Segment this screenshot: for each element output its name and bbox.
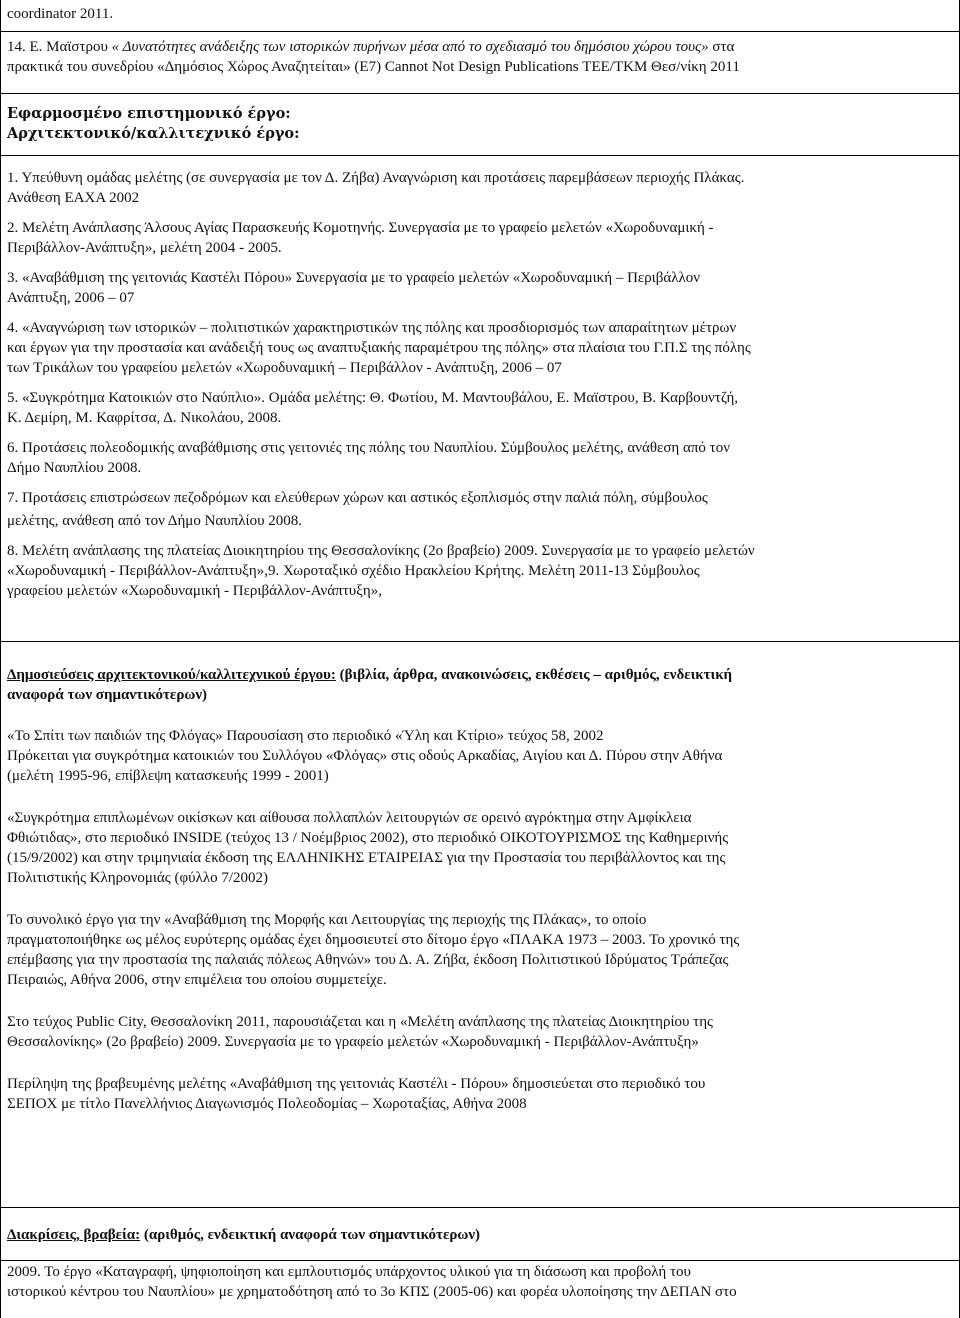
item-14-line-1: 14. Ε. Μαϊστρου « Δυνατότητες ανάδειξης των ιστορικών πυρήνων μέσα από το σχεδιασμό του δημόσιου χώρου τους» στα (7, 39, 735, 55)
row-publications (0, 641, 960, 1207)
pub-2-line-4: Πολιτιστικής Κληρονομιάς (φύλλο 7/2002) (7, 870, 269, 886)
row-applied-heading (0, 93, 960, 155)
work-5-line-1: 5. «Συγκρότημα Κατοικιών στο Ναύπλιο». Ομάδα μελέτης: Θ. Φωτίου, Μ. Μαντουβάλου, Ε. Μαϊστρου, Β. Καρβουντζή, (7, 390, 739, 406)
work-1-line-1: 1. Υπεύθυνη ομάδας μελέτης (σε συνεργασία με τον Δ. Ζήβα) Αναγνώριση και προτάσεις παρεμβάσεων περιοχής Πλάκας. (7, 170, 745, 186)
row-awards-content (0, 1260, 960, 1318)
work-4-line-2: και έργων για την προστασία και ανάδειξή τους ως αναπτυξιακής παραμέτρου της πόλης» στα πλαίσια του Γ.Π.Σ της πόλης (7, 340, 751, 356)
pub-4-line-2: Θεσσαλονίκης» (2ο βραβείο) 2009. Συνεργασία με το γραφείο μελετών «Χωροδυναμική - Περιβάλλον-Ανάπτυξη» (7, 1034, 699, 1050)
pub-5-line-2: ΣΕΠΟΧ με τίτλο Πανελλήνιος Διαγωνισμός Πολεοδομίας – Χωροταξίας, Αθήνα 2008 (7, 1096, 527, 1112)
work-7-line-1: 7. Προτάσεις επιστρώσεων πεζοδρόμων και ελεύθερων χώρων και αστικός εξοπλισμός στην παλιά πόλη, σύμβουλος (7, 490, 708, 506)
pub-3-line-1: Το συνολικό έργο για την «Αναβάθμιση της Μορφής και Λειτουργίας της περιοχής της Πλάκας», το οποίο (7, 912, 647, 928)
pub-5-line-1: Περίληψη της βραβευμένης μελέτης «Αναβάθμιση της γειτονιάς Καστέλι - Πόρου» δημοσιεύεται στο περιοδικό του (7, 1076, 706, 1092)
pub-4-line-1: Στο τεύχος Public City, Θεσσαλονίκη 2011, παρουσιάζεται και η «Μελέτη ανάπλασης της πλατείας Διοικητηρίου της (7, 1014, 713, 1030)
work-3-line-1: 3. «Αναβάθμιση της γειτονιάς Καστέλι Πόρου» Συνεργασία με το γραφείο μελετών «Χωροδυναμική – Περιβάλλον (7, 270, 701, 286)
work-4-line-1: 4. «Αναγνώριση των ιστορικών – πολιτιστικών χαρακτηριστικών της πόλης και προσδιορισμός των απαραίτητων μέτρων (7, 320, 737, 336)
pub-1-line-1: «Το Σπίτι των παιδιών της Φλόγας» Παρουσίαση στο περιοδικό «Ύλη και Κτίριο» τεύχος 58, 2002 (7, 728, 604, 744)
row-item-14 (0, 31, 960, 93)
applied-heading: Εφαρμοσμένο επιστημονικό έργο: (7, 105, 291, 122)
row-awards-heading (0, 1207, 960, 1260)
pub-3-line-4: Πειραιώς, Αθήνα 2006, στην επιμέλεια του οποίου συμμετείχε. (7, 972, 387, 988)
item-14-line-2: πρακτικά του συνεδρίου «Δημόσιος Χώρος Αναζητείται» (Ε7) Cannot Not Design Publications ΤΕΕ/ΤΚΜ Θεσ/νίκη 2011 (7, 59, 740, 75)
work-8-line-1: 8. Μελέτη ανάπλασης της πλατείας Διοικητηρίου της Θεσσαλονίκης (2ο βραβείο) 2009. Συνεργασία με το γραφείο μελετών (7, 543, 755, 559)
publications-heading-line-2: αναφορά των σημαντικότερων) (7, 687, 208, 703)
pub-2-line-1: «Συγκρότημα επιπλωμένων οικίσκων και αίθουσα πολλαπλών λειτουργιών σε ορεινό αγρόκτημα στην Αμφίκλεια (7, 810, 692, 826)
publications-heading-line-1: Δημοσιεύσεις αρχιτεκτονικού/καλλιτεχνικού έργου: (βιβλία, άρθρα, ανακοινώσεις, εκθέσεις – αριθμός, ενδεικτική (7, 667, 733, 683)
pub-3-line-3: επέμβασης για την προστασία της παλαιάς πόλεως Αθηνών» του Δ. Α. Ζήβα, έκδοση Πολιτιστικού Ιδρύματος Τράπεζας (7, 952, 729, 968)
work-4-line-3: των Τρικάλων του γραφείου μελετών «Χωροδυναμική – Περιβάλλον - Ανάπτυξη, 2006 – 07 (7, 360, 562, 376)
work-7-line-2: μελέτης, ανάθεση από τον Δήμο Ναυπλίου 2008. (7, 513, 303, 529)
pub-2-line-2: Φθιώτιδας», στο περιοδικό INSIDE (τεύχος 13 / Νοέμβριος 2002), στο περιοδικό ΟΙΚΟΤΟΥΡΙΣΜΟΣ της Καθημερινής (7, 830, 729, 846)
work-8-line-3: γραφείου μελετών «Χωροδυναμική - Περιβάλλον-Ανάπτυξη», (7, 583, 382, 599)
pub-1-line-2: Πρόκειται για συγκρότημα κατοικιών του Συλλόγου «Φλόγας» στις οδούς Αρκαδίας, Αιγίου και Δ. Πύρου στην Αθήνα (7, 748, 723, 764)
pub-1-line-3: (μελέτη 1995-96, επίβλεψη κατασκευής 1999 - 2001) (7, 768, 329, 784)
row-works-list (0, 155, 960, 641)
award-line-2: ιστορικού κέντρου του Ναυπλίου» με χρηματοδότηση από το 3ο ΚΠΣ (2005-06) και φορέα υλοποίησης την ΔΕΠΑΝ στο (7, 1284, 737, 1300)
work-5-line-2: Κ. Δεμίρη, Μ. Καφρίτσα, Δ. Νικολάου, 2008. (7, 410, 282, 426)
awards-heading: Διακρίσεις, βραβεία: (αριθμός, ενδεικτική αναφορά των σημαντικότερων) (7, 1227, 481, 1243)
architectural-heading: Αρχιτεκτονικό/καλλιτεχνικό έργο: (7, 125, 300, 142)
work-2-line-2: Περιβάλλον-Ανάπτυξη», μελέτη 2004 - 2005. (7, 240, 282, 256)
work-6-line-2: Δήμο Ναυπλίου 2008. (7, 460, 142, 476)
award-line-1: 2009. Το έργο «Καταγραφή, ψηφιοποίηση και εμπλουτισμός υπάρχοντος υλικού για τη διάσωση και προβολή του (7, 1264, 691, 1280)
work-2-line-1: 2. Μελέτη Ανάπλασης Άλσους Αγίας Παρασκευής Κομοτηνής. Συνεργασία με το γραφείο μελετών «Χωροδυναμική - (7, 220, 714, 236)
pub-3-line-2: πραγματοποιήθηκε ως μέλος ευρύτερης ομάδας έχει δημοσιευτεί στο δίτομο έργο «ΠΛΑΚΑ 1973 – 2003. Το χρονικό της (7, 932, 740, 948)
work-1-line-2: Ανάθεση ΕΑΧΑ 2002 (7, 190, 140, 206)
row-coordinator (0, 0, 960, 31)
work-8-line-2: «Χωροδυναμική - Περιβάλλον-Ανάπτυξη»,9. Χωροταξικό σχέδιο Ηρακλείου Κρήτης. Μελέτη 2011-13 Σύμβουλος (7, 563, 700, 579)
coordinator-text: coordinator 2011. (7, 6, 114, 22)
pub-2-line-3: (15/9/2002) και στην τριμηνιαία έκδοση της ΕΛΛΗΝΙΚΗΣ ΕΤΑΙΡΕΙΑΣ για την Προστασία του περιβάλλοντος και της (7, 850, 726, 866)
work-6-line-1: 6. Προτάσεις πολεοδομικής αναβάθμισης στις γειτονιές της πόλης του Ναυπλίου. Σύμβουλος μελέτης, ανάθεση από τον (7, 440, 730, 456)
work-3-line-2: Ανάπτυξη, 2006 – 07 (7, 290, 135, 306)
